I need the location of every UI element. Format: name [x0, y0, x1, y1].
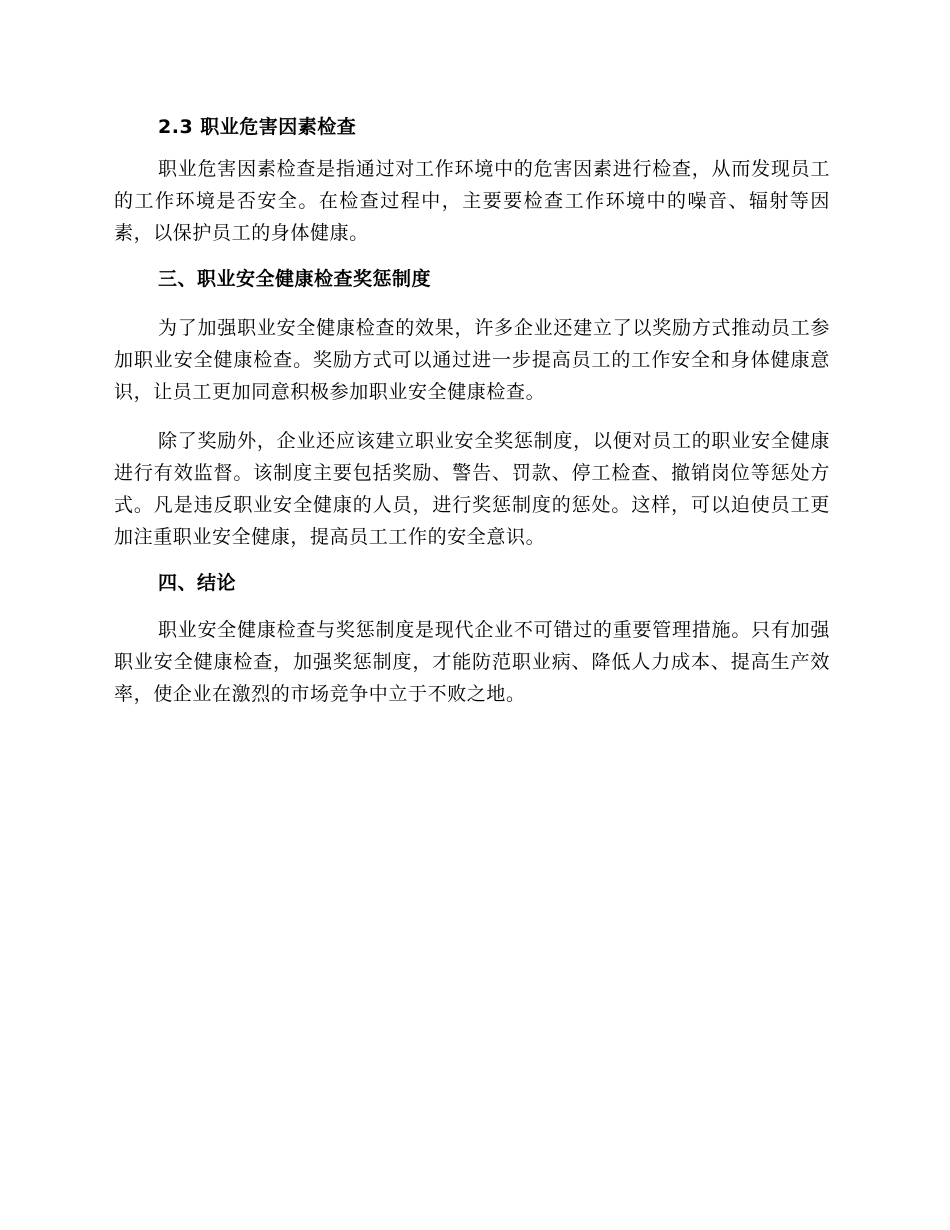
- paragraph-reward-incentive: 为了加强职业安全健康检查的效果，许多企业还建立了以奖励方式推动员工参加职业安全健康检查。奖励方式可以通过进一步提高员工的工作安全和身体健康意识，让员工更加同意积极参加职业安全健康检查。: [114, 317, 830, 403]
- section-heading-reward-punishment: 三、职业安全健康检查奖惩制度: [158, 268, 432, 290]
- paragraph-hazard-inspection: 职业危害因素检查是指通过对工作环境中的危害因素进行检查，从而发现员工的工作环境是否安全。在检查过程中，主要要检查工作环境中的噪音、辐射等因素，以保护员工的身体健康。: [114, 158, 830, 244]
- section-heading-conclusion: 四、结论: [158, 572, 237, 594]
- paragraph-conclusion: 职业安全健康检查与奖惩制度是现代企业不可错过的重要管理措施。只有加强职业安全健康检查，加强奖惩制度，才能防范职业病、降低人力成本、提高生产效率，使企业在激烈的市场竞争中立于不败之地。: [114, 619, 830, 705]
- paragraph-reward-punishment-system: 除了奖励外，企业还应该建立职业安全奖惩制度，以便对员工的职业安全健康进行有效监督。该制度主要包括奖励、警告、罚款、停工检查、撤销岗位等惩处方式。凡是违反职业安全健康的人员，进行奖惩制度的惩处。这样，可以迫使员工更加注重职业安全健康，提高员工工作的安全意识。: [114, 430, 830, 548]
- document-body: [114, 112, 830, 710]
- section-heading-2-3: 2.3 职业危害因素检查: [158, 116, 357, 138]
